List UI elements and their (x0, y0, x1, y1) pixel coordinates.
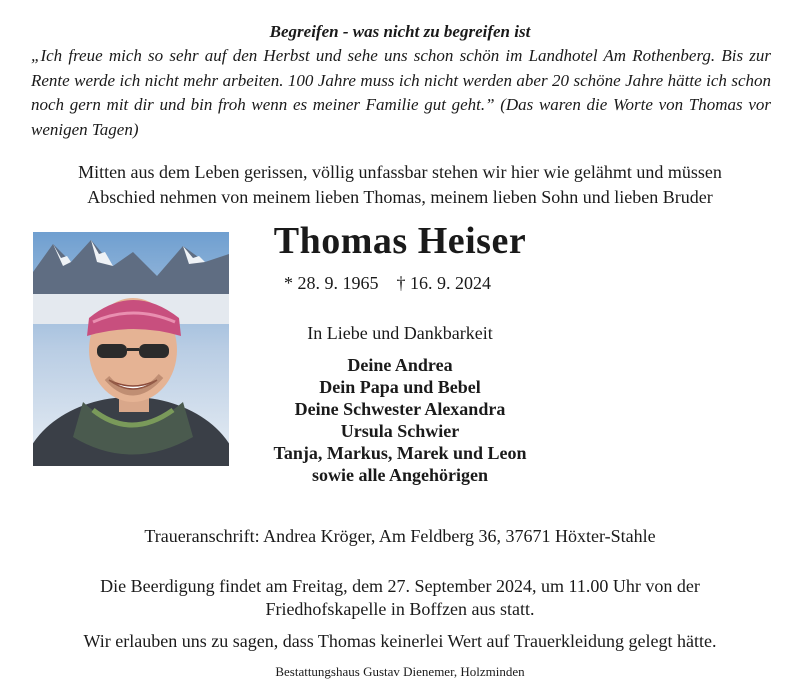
family-member: Ursula Schwier (340, 421, 460, 441)
funeral-line: Die Beerdigung findet am Freitag, dem 27. September 2024, um 11.00 Uhr von der (100, 576, 700, 596)
portrait-photo (33, 232, 229, 466)
family-member: Dein Papa und Bebel (319, 377, 481, 397)
family-member: Tanja, Markus, Marek und Leon (273, 443, 527, 463)
family-member: sowie alle Angehörigen (312, 465, 488, 485)
deceased-name: Thomas Heiser (273, 220, 527, 262)
intro-line: Abschied nehmen von meinem lieben Thomas, meinem lieben Sohn und lieben Bruder (87, 187, 713, 207)
notice-heading: Begreifen - was nicht zu begreifen ist (269, 22, 531, 41)
clothing-note: Wir erlauben uns zu sagen, dass Thomas keinerlei Wert auf Trauerkleidung gelegt hätte. (83, 631, 717, 651)
in-love-line: In Liebe und Dankbarkeit (307, 323, 493, 343)
intro-text (0, 160, 800, 210)
family-member: Deine Andrea (347, 355, 453, 375)
mourning-address: Traueranschrift: Andrea Kröger, Am Feldberg 36, 37671 Höxter-Stahle (144, 526, 656, 546)
memorial-quote: „Ich freue mich so sehr auf den Herbst und sehe uns schon schön im Landhotel Am Rothenberg. Bis zur Rente werde ich nicht mehr arbeiten. 100 Jahre muss ich nicht werden aber 20 schöne Jahre hätte ich schon noch gern mit dir und bin froh wenn es meiner Familie gut geht.” (Das waren die Worte von Thomas vor wenigen Tagen) (31, 46, 771, 139)
family-member: Deine Schwester Alexandra (294, 399, 506, 419)
life-dates (284, 272, 491, 294)
funeral-info (0, 575, 800, 621)
funeral-line: Friedhofskapelle in Boffzen aus statt. (265, 599, 535, 619)
birth-date: * 28. 9. 1965 (284, 273, 379, 293)
intro-line: Mitten aus dem Leben gerissen, völlig unfassbar stehen wir hier wie gelähmt und müssen (78, 162, 722, 182)
family-list (250, 354, 550, 486)
death-date: † 16. 9. 2024 (396, 273, 491, 293)
undertaker-credit: Bestattungshaus Gustav Dienemer, Holzminden (275, 664, 525, 679)
